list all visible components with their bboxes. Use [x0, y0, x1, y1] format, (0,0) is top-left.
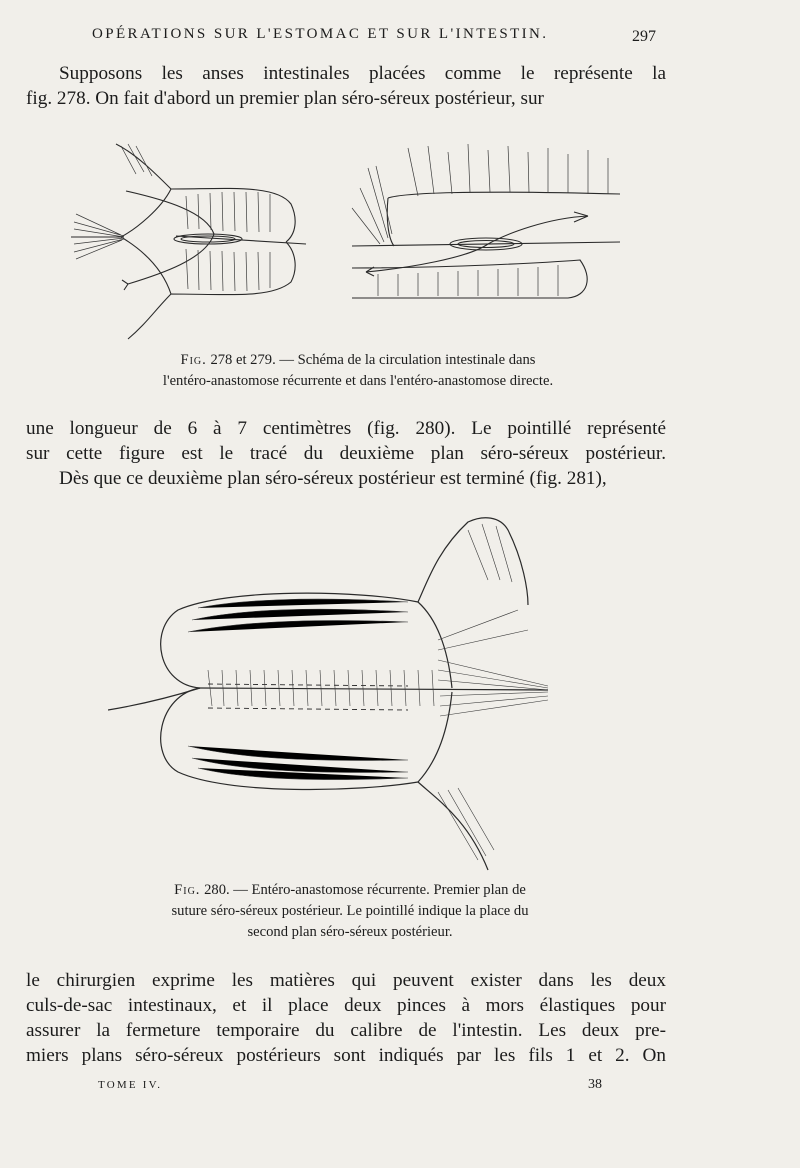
caption-text: 278 et 279. — Schéma de la circulation intestinale dans	[206, 352, 536, 368]
text-line: miers plans séro-séreux postérieurs sont indiqués par les fils 1 et 2. On	[26, 1045, 666, 1066]
text-line: assurer la fermeture temporaire du calibre de l'intestin. Les deux pre-	[26, 1020, 666, 1041]
caption-line	[78, 350, 638, 371]
figure-278-279-caption	[78, 350, 638, 392]
text-line: Dès que ce deuxième plan séro-séreux postérieur est terminé (fig. 281),	[59, 468, 607, 489]
figure-label: Fig.	[174, 882, 201, 898]
figure-278-illustration	[66, 134, 310, 344]
caption-line: second plan séro-séreux postérieur.	[247, 924, 453, 940]
text-line: Supposons les anses intestinales placées comme le représente la	[59, 63, 666, 84]
caption-line: l'entéro-anastomose récurrente et dans l'entéro-anastomose directe.	[162, 373, 554, 389]
text-line: le chirurgien exprime les matières qui peuvent exister dans les deux	[26, 970, 666, 991]
caption-text: 280. — Entéro-anastomose récurrente. Premier plan de	[200, 882, 526, 898]
caption-line: suture séro-séreux postérieur. Le pointillé indique la place du	[171, 903, 529, 919]
volume-label: TOME IV.	[98, 1079, 163, 1091]
page-number: 297	[632, 28, 656, 45]
page-footer	[0, 1077, 800, 1097]
text-line: culs-de-sac intestinaux, et il place deux pinces à mors élastiques pour	[26, 995, 666, 1016]
figure-label: Fig.	[180, 352, 207, 368]
figure-279-illustration	[348, 138, 628, 302]
paragraph-2	[26, 416, 666, 491]
text-line: sur cette figure est le tracé du deuxième plan séro-séreux postérieur.	[26, 443, 666, 464]
running-title: OPÉRATIONS SUR L'ESTOMAC ET SUR L'INTESTIN.	[92, 26, 549, 42]
figure-280-caption	[96, 880, 604, 943]
signature-mark: 38	[588, 1077, 602, 1092]
paragraph-3	[26, 968, 666, 1068]
text-line: une longueur de 6 à 7 centimètres (fig. 280). Le pointillé représenté	[26, 418, 666, 439]
caption-line	[96, 880, 604, 901]
text-line: fig. 278. On fait d'abord un premier plan séro-séreux postérieur, sur	[26, 88, 544, 109]
running-head	[0, 26, 800, 50]
paragraph-1	[26, 61, 666, 111]
figure-280-illustration	[108, 510, 560, 872]
